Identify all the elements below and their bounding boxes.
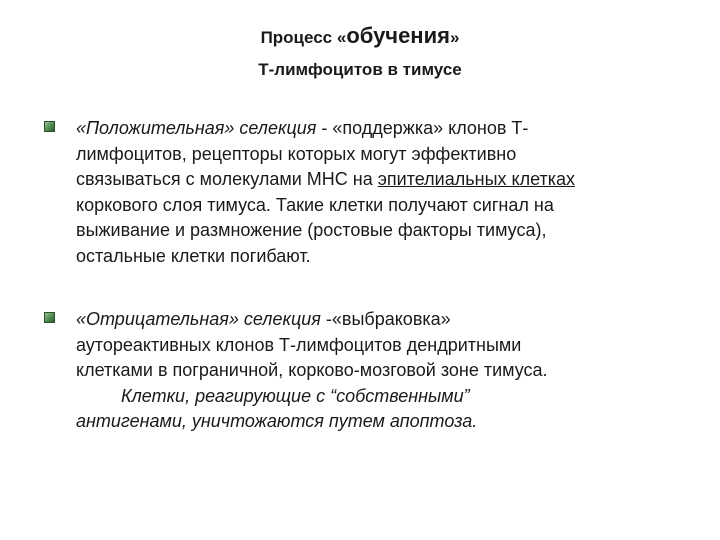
text-line: выживание и размножение (ростовые факторы тимуса), bbox=[76, 220, 547, 240]
term-negative-selection: «Отрицательная» селекция bbox=[76, 309, 321, 329]
title-line-2: Т-лимфоцитов в тимусе bbox=[258, 60, 462, 79]
text-line bbox=[76, 167, 696, 193]
square-bullet-icon bbox=[44, 312, 55, 323]
text-line: лимфоцитов, рецепторы которых могут эффективно bbox=[76, 143, 517, 164]
slide-title bbox=[0, 20, 720, 86]
term-positive-selection: «Положительная» селекция bbox=[76, 118, 317, 138]
text-line-italic: Клетки, реагирующие с “собственными” bbox=[121, 385, 470, 406]
text-fragment: связываться с молекулами МНС на bbox=[76, 169, 378, 189]
title-text-part1: Процесс « bbox=[260, 28, 347, 47]
bullet-text bbox=[76, 116, 696, 269]
title-text-part2: » bbox=[449, 28, 460, 47]
text-line bbox=[76, 116, 696, 142]
text-line: клетками в пограничной, корково-мозговой зоне тимуса. bbox=[76, 360, 548, 380]
text-line: коркового слоя тимуса. Такие клетки получают сигнал на bbox=[76, 194, 554, 215]
text-line: остальные клетки погибают. bbox=[76, 245, 311, 266]
text-line bbox=[76, 307, 696, 333]
text-line-italic: антигенами, уничтожаются путем апоптоза. bbox=[76, 411, 478, 431]
text-fragment: - «поддержка» клонов Т- bbox=[316, 118, 529, 138]
text-line: аутореактивных клонов Т-лимфоцитов дендритными bbox=[76, 334, 522, 355]
title-emphasis-word: обучения bbox=[346, 23, 450, 48]
bullet-text bbox=[76, 307, 696, 435]
text-fragment: -«выбраковка» bbox=[320, 309, 451, 329]
underlined-term: эпителиальных клетках bbox=[377, 169, 576, 189]
square-bullet-icon bbox=[44, 121, 55, 132]
title-line-1 bbox=[0, 20, 720, 54]
